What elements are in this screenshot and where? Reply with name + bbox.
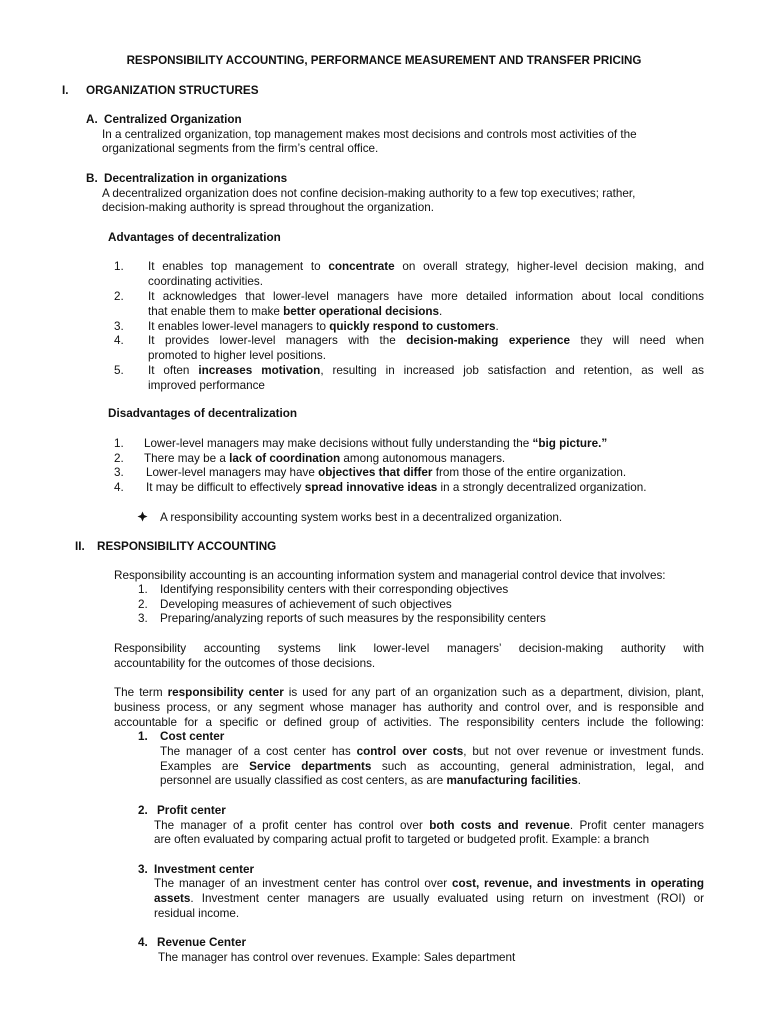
adv-item-1: It enables top management to concentrate on overall strategy, higher-level decision making, and bbox=[148, 260, 704, 273]
investment-center-number: 3. bbox=[138, 863, 148, 876]
adv-number-1: 1. bbox=[114, 260, 124, 273]
subsection-title-a: Centralized Organization bbox=[104, 113, 242, 126]
ra-para-2-line-2: accountability for the outcomes of those decisions. bbox=[114, 657, 376, 670]
document-title: RESPONSIBILITY ACCOUNTING, PERFORMANCE MEASUREMENT AND TRANSFER PRICING bbox=[126, 54, 642, 67]
adv-item-4: It provides lower-level managers with the decision-making experience they will need when bbox=[148, 334, 704, 347]
ra-step-2: Developing measures of achievement of such objectives bbox=[160, 598, 452, 611]
ra-para-3-line-2: business process, or any segment whose manager has authority and control over, and is responsible and bbox=[114, 701, 704, 714]
section-heading-2: RESPONSIBILITY ACCOUNTING bbox=[97, 540, 277, 553]
dis-item-1: Lower-level managers may make decisions without fully understanding the “big picture.” bbox=[144, 437, 608, 450]
ra-step-number-3: 3. bbox=[138, 612, 148, 625]
ra-intro: Responsibility accounting is an accounting information system and managerial control device that involves: bbox=[114, 569, 666, 582]
dis-number-2: 2. bbox=[114, 452, 124, 465]
disadvantages-heading: Disadvantages of decentralization bbox=[108, 407, 297, 420]
revenue-center-number: 4. bbox=[138, 936, 148, 949]
diamond-bullet-icon bbox=[137, 511, 148, 527]
section-number-1: I. bbox=[62, 84, 69, 97]
ra-para-3-line-1: The term responsibility center is used for any part of an organization such as a department, division, plant, bbox=[114, 686, 704, 699]
profit-center-line-1: The manager of a profit center has control over both costs and revenue. Profit center managers bbox=[154, 819, 704, 832]
cost-center-line-3: personnel are usually classified as cost centers, as are manufacturing facilities. bbox=[160, 774, 581, 787]
adv-item-4-cont: promoted to higher level positions. bbox=[148, 349, 327, 362]
adv-item-1-cont: coordinating activities. bbox=[148, 275, 263, 288]
dis-item-4: It may be difficult to effectively spread innovative ideas in a strongly decentralized organization. bbox=[146, 481, 647, 494]
adv-number-3: 3. bbox=[114, 320, 124, 333]
profit-center-title: Profit center bbox=[157, 804, 226, 817]
adv-number-2: 2. bbox=[114, 290, 124, 303]
investment-center-line-1: The manager of an investment center has control over cost, revenue, and investments in operating bbox=[154, 877, 704, 890]
cost-center-line-1: The manager of a cost center has control over costs, but not over revenue or investment funds. bbox=[160, 745, 704, 758]
cost-center-title: Cost center bbox=[160, 730, 225, 743]
subsection-label-b: B. bbox=[86, 172, 98, 185]
adv-number-4: 4. bbox=[114, 334, 124, 347]
investment-center-line-3: residual income. bbox=[154, 907, 240, 920]
decentralized-text-line-1: A decentralized organization does not confine decision-making authority to a few top executives; rather, bbox=[102, 187, 636, 200]
advantages-heading: Advantages of decentralization bbox=[108, 231, 281, 244]
adv-item-5: It often increases motivation, resulting in increased job satisfaction and retention, as well as bbox=[148, 364, 704, 377]
adv-item-2-cont: that enable them to make better operational decisions. bbox=[148, 305, 443, 318]
dis-number-3: 3. bbox=[114, 466, 124, 479]
subsection-label-a: A. bbox=[86, 113, 98, 126]
subsection-title-b: Decentralization in organizations bbox=[104, 172, 288, 185]
ra-step-number-1: 1. bbox=[138, 583, 148, 596]
decentralized-text-line-2: decision-making authority is spread throughout the organization. bbox=[102, 201, 434, 214]
centralized-text-line-1: In a centralized organization, top management makes most decisions and controls most activities of the bbox=[102, 128, 637, 141]
dis-item-3: Lower-level managers may have objectives that differ from those of the entire organization. bbox=[146, 466, 627, 479]
adv-item-5-cont: improved performance bbox=[148, 379, 265, 392]
cost-center-number: 1. bbox=[138, 730, 148, 743]
profit-center-number: 2. bbox=[138, 804, 148, 817]
decentralization-note: A responsibility accounting system works best in a decentralized organization. bbox=[160, 511, 563, 524]
dis-number-1: 1. bbox=[114, 437, 124, 450]
ra-step-1: Identifying responsibility centers with their corresponding objectives bbox=[160, 583, 509, 596]
revenue-center-title: Revenue Center bbox=[157, 936, 246, 949]
ra-step-3: Preparing/analyzing reports of such measures by the responsibility centers bbox=[160, 612, 546, 625]
investment-center-line-2: assets. Investment center managers are usually evaluated using return on investment (ROI) or bbox=[154, 892, 704, 905]
dis-item-2: There may be a lack of coordination among autonomous managers. bbox=[144, 452, 506, 465]
centralized-text-line-2: organizational segments from the firm’s central office. bbox=[102, 142, 379, 155]
ra-step-number-2: 2. bbox=[138, 598, 148, 611]
cost-center-line-2: Examples are Service departments such as accounting, general administration, legal, and bbox=[160, 760, 704, 773]
investment-center-title: Investment center bbox=[154, 863, 255, 876]
adv-item-3: It enables lower-level managers to quickly respond to customers. bbox=[148, 320, 499, 333]
section-number-2: II. bbox=[75, 540, 85, 553]
section-heading-1: ORGANIZATION STRUCTURES bbox=[86, 84, 259, 97]
adv-number-5: 5. bbox=[114, 364, 124, 377]
dis-number-4: 4. bbox=[114, 481, 124, 494]
ra-para-3-line-3: accountable for a specific or defined group of activities. The responsibility centers include the following: bbox=[114, 716, 704, 729]
revenue-center-line-1: The manager has control over revenues. Example: Sales department bbox=[158, 951, 516, 964]
profit-center-line-2: are often evaluated by comparing actual profit to targeted or budgeted profit. Example: a branch bbox=[154, 833, 650, 846]
ra-para-2-line-1: Responsibility accounting systems link lower-level managers’ decision-making authority with bbox=[114, 642, 704, 655]
adv-item-2: It acknowledges that lower-level managers have more detailed information about local conditions bbox=[148, 290, 704, 303]
